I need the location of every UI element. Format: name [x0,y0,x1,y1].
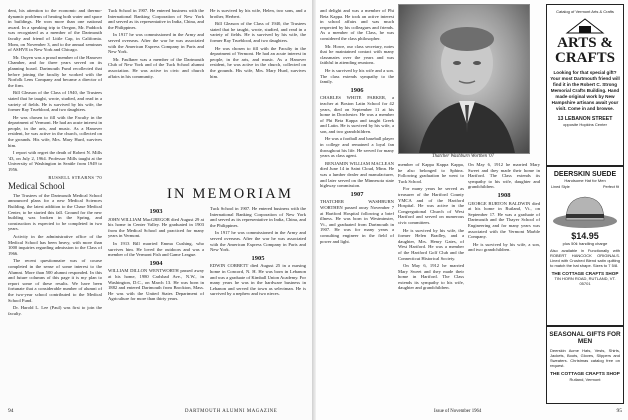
medical-school-heading: Medical School [8,181,65,192]
body-paragraph: In 1917 he was commissioned in the Army and served overseas. After the war he was associated with the American Express Company in Paris and New York. [210,230,306,253]
obituary: EDWIN CORBETT died August 25 in a nursing home in Concord, N. H. He was born in Lebanon and was a graduate of Kimball Union Academy. For many years he was in the hardware business in Lebanon and served the town as selectman. He is survived by a nephew and two nieces. [210,263,306,297]
body-paragraph: He was chosen to fill with the Faculty in the department of Vermont. He had an acute interest in people, in the arts, and music. As a Hanover resident, he was active in the church, collected on the grounds. His wife, Mrs. Mary Hurd, survives him. [210,45,306,79]
obituary: WILLIAM DILLON WENTWORTH passed away at his home, 1980 Carlsbad Ave., N.W., in Washington, D.C., on March 13. He was born in 1882 and entered Dartmouth from Brockton, Mass. He was with the United States Department of Agriculture for more than thirty years. [108,268,204,302]
obituary: THATCHER WASHBURN WORTHEN passed away November 7 at Hartford Hospital following a brief illness. He was born in Westminster, Vt., and graduated from Dartmouth in 1907. He was for many years a consulting engineer in the field of power and light. [320,199,394,244]
ad-tagline: Catalog of Vermont Arts & Crafts [556,9,614,14]
deerskin-hat-advertisement [546,166,624,326]
right-column-2 [398,162,464,402]
intro-paragraph: dent, his attention to the economic and thermo-dynamic problems of heating both water and space in buildings. He won more than one national award. In a speaking trip to Oregon, Mr. Paddock was recognized as a member of the Dartmouth faculty and friend of Little Cap, in California. Mom, on November 3, and to the annual seminars of ASHVE in New York and Chicago. [8,8,102,53]
body-paragraph: and delight and was a member of Phi Beta Kappa. He took an active interest in school affairs and was much respected by his colleagues and friends. As a member of the Class, he was considered the class philosopher. [320,8,394,41]
body-paragraph: On May 6, 1912 he married Mary Sweet and they made their home in Hartford. The Class extends its sympathy to his wife, daughter and grandchildren. [468,162,540,190]
ad-shop-name: THE COTTAGE CRAFTS SHOP [550,372,620,377]
class-year-heading: 1907 [350,190,364,198]
body-paragraph: In 1917 he was commissioned in the Army and served overseas. After the war he was associated with the American Express Company in Paris and New York. [108,32,204,55]
body-paragraph: The recent questionnaire was of course completed in the sense of some interest to the Alumni. More than 500 alumni responded. In this and future columns of this page it is my plan to report some of these results. We have been fortunate that a considerable number of alumni of the two-year school contributed to the Medical School Fund. [8,258,102,303]
page-number-right: 95 [616,408,622,414]
ad-title: SEASONAL GIFTS FOR MEN [549,331,621,345]
class-year-heading: 1903 [149,208,163,215]
body-paragraph: He was chosen to fill with the Faculty in the department of Vermont. He had an acute interest in people, in the arts, and music. As a Hanover resident, he was active in the church, collected on the grounds. His wife, Mrs. Mary Hurd, survives him. [8,114,102,148]
left-column-2-bottom [108,206,204,404]
hat-illustration-icon [550,190,620,230]
portrait-figure [399,5,529,153]
body-paragraph: Tuck School in 1907. He entered business with the International Banking Corporation of New York and served as its representative in India, China, and the Philippines. [210,206,306,228]
right-page [316,0,628,420]
ad-address: 13 LEBANON STREET [557,116,613,122]
right-column-3 [468,162,540,402]
left-column-1 [8,8,102,406]
body-paragraph: Mr. Faulkner was a member of the Dartmouth Club of New York and of the Tuck School alumni association. He was active in civic and church affairs in his community. [108,56,204,79]
class-year-heading: 1908 [497,191,511,199]
class-year-heading: 1905 [251,254,265,262]
body-paragraph: Mr. Howe, our class secretary, notes that he maintained contact with many classmates over the years and was faithful in attending reunions. [320,43,394,66]
ad-address-note: opposite Hopkins Center [563,122,607,127]
ad-shop-address: TIN HORN ROAD, RUTLAND, VT. 05701 [554,276,616,286]
ad-title: DEERSKIN SUEDE [553,171,617,178]
ad-shop-name: THE COTTAGE CRAFTS SHOP [551,271,619,276]
photo-caption: Thatcher Washburn Worthen '07 [431,154,495,159]
ad-subtitle: Handsome Hat for Men [564,178,606,183]
ad-body: Also available in Functionally with ROBERT HANCOCK ORIGINALS. Lined with Crushed Blend satin quilting to match the hat shape. Sizes to 7 5/8. [550,248,620,268]
body-paragraph: member of Kappa Kappa Kappa, he also belonged to Sphinx. Following graduation he went to Tuck School. [398,162,464,184]
body-paragraph: Bill Gleason of the Class of 1940, the Trustees stated that he taught, wrote, studied, and read in a variety of fields. He is survived by his wife, the former Ray Trueblood, and two daughters. [8,90,102,113]
ad-price-note: plus 50¢ handling charge [562,241,608,246]
body-paragraph: Dr. Harold L. Lee (Paul) was first to join the faculty. [8,305,102,316]
ad-body: Looking for that special gift? Your most Dartmouth friend will find it in the Robert C. Strong Memorial Crafts Building. Hand made original work by New Hampshire artisans await your visit. Come in and browse. [550,70,620,111]
body-paragraph: On May 6, 1912 he married Mary Sweet and they made their home in Hartford. The Class extends its sympathy to his wife, daughter and grandchildren. [398,263,464,291]
left-page [0,0,312,420]
body-paragraph: He is survived by his wife, Helen, two sons, and a brother, Herbert. [210,8,306,19]
body-paragraph: For many years he served as treasurer of the Hartford County YMCA and of the Hartford Hospital. He was active in the Congregational Church of West Hartford and served on numerous civic committees. [398,186,464,225]
body-paragraph: He is survived by his wife, a son, and two grandchildren. [468,241,540,253]
body-paragraph: I report with regret the death of Robert N. Mills '43, on July 2, 1964. Professor Mills taught at the University of Washington in Seattle from 1949 to 1956. [8,150,102,173]
body-paragraph: Mr. Ouyen was a proud member of the Hanover Chamber, and for three years served on its planning board. Dartmouth Fund recollected that before joining the faculty he worked with the Norfolk Lens Company and became a director of the firm. [8,54,102,88]
left-column-3-top [210,8,306,186]
ad-label-row [551,185,619,189]
body-paragraph: Bill Gleason of the Class of 1940, the Trustees stated that he taught, wrote, studied, and read in a variety of fields. He is survived by his wife, the former Ray Trueblood, and two daughters. [210,21,306,43]
obituary: GEORGE BURTON BALDWIN died at his home in Rutland, Vt., on September 17. He was a graduate of Dartmouth and the Thayer School of Engineering and for many years was associated with the Vermont Marble Company. [468,200,540,240]
body-paragraph: The Trustees of the Dartmouth Medical School announced plans for a new Medical Sciences Building, the latest addition to the Chase Medical Center, to be started this fall. Ground for the new building was broken in the Spring, and construction is expected to be completed in two years. [8,192,102,232]
body-paragraph: He was a football and baseball player in college and remained a loyal fan throughout his life. He served for many years as class agent. [320,136,394,159]
class-year-heading: 1904 [149,259,163,267]
seasonal-gifts-advertisement [546,326,624,404]
signature: RUSSELL STEARNS '70 [48,174,102,180]
ad-label: Perfect fit [602,185,619,189]
page-number-left: 94 [8,408,14,414]
obituary: In 1913 Bill married Emma Cushing, who survives him. He loved the outdoors and was a member of the Vermont Fish and Game League. [108,240,204,258]
running-footer-left: DARTMOUTH ALUMNI MAGAZINE [185,409,278,414]
body-paragraph: He is survived by his wife and a son. The class extends sympathy to the family. [320,67,394,85]
ad-price: $14.95 [571,231,599,241]
left-column-3-bottom [210,206,306,404]
building-icon [565,16,605,34]
obituary: JOHN WILLIAM MacGREGOR died August 29 at his home in Center Valley. He graduated in 1903 from the Medical School and practiced for many years in Vermont. [108,216,204,239]
body-paragraph: Tuck School in 1907. He entered business with the International Banking Corporation of New York and served as its representative in India, China, and the Philippines. [108,8,204,30]
ad-brand-line: ARTS & [557,35,613,51]
right-column-1 [320,8,394,406]
obituary: CHARLES WHITE PARKER, a teacher at Boston Latin School for 42 years, died on September 11 at his home in Dorchester. He was a member of Phi Beta Kappa and taught Greek and Latin. He is survived by his wife, a son, and two grandchildren. [320,95,394,134]
portrait-photo [398,4,530,154]
left-column-2-top [108,8,204,186]
obituary: BENJAMIN WILLIAM MACLEAN died June 14 in Saint Cloud, Minn. He was a lumber dealer and manufacturer, and later served on the Minnesota state highway commission. [320,160,394,189]
ad-brand-line: CRAFTS [554,50,615,66]
class-year-heading: 1906 [350,86,364,94]
body-paragraph: He is survived by his wife, the former Helen Bradley, and a daughter, Mrs. Henry Gates, of West Hartford. He was a member of the Hartford Golf Club and the Connecticut Historical Society. [398,227,464,261]
running-footer-right: Issue of November 1964 [434,409,482,414]
in-memoriam-heading: IN MEMORIAM [166,186,294,202]
ad-label: Lined Style [551,185,570,189]
ad-shop-address: Rutland, Vermont [569,377,601,382]
body-paragraph: Activity in the administrative office of the Medical School has been heavy, with more than 1000 inquiries regarding admission to the Class of 1966. [8,233,102,256]
ad-body: Deerskin Acme Hats, Vests, Shirts, Jackets, Boots, Gloves, Slippers and Sweaters. Christmas catalog free on request. [550,348,620,368]
arts-crafts-advertisement [546,4,624,166]
